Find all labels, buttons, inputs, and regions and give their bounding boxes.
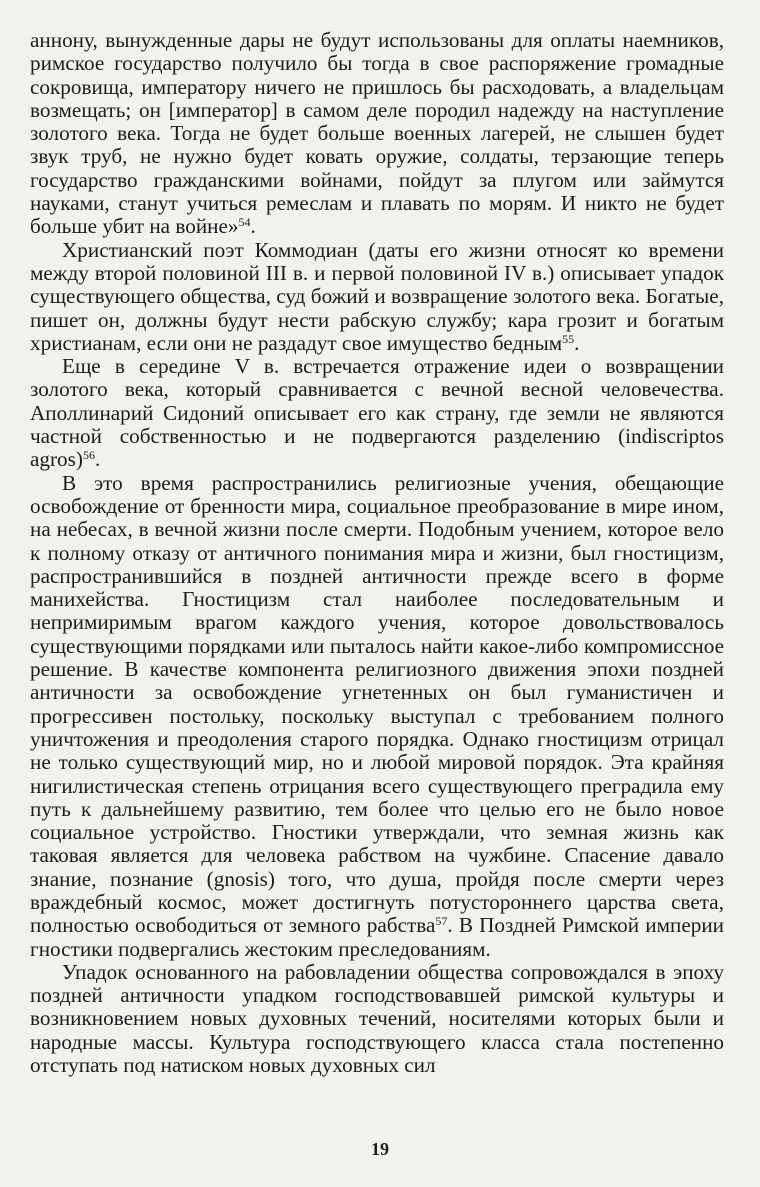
footnote-ref: 54 (238, 215, 251, 230)
page-number: 19 (371, 1139, 389, 1159)
paragraph-text: Упадок основанного на рабовладении общества сопровождался в эпоху поздней античности упадком господствовавшей римской культуры и возникновением новых духовных течений, носителями которых были и народные массы. Культура господствующего класса стала постепенно отступать под натиском новых духовных сил (30, 959, 724, 1078)
body-text (30, 29, 724, 1077)
paragraph-tail: . (250, 214, 256, 239)
paragraph-text: В это время распространились религиозные учения, обещающие освобождение от бренности мира, социальное преобразование в мире ином, на небесах, в вечной жизни после смерти. Подобным учением, которое вело к полному отказу от античного понимания мира и жизни, был гностицизм, распространившийся в поздней античности прежде всего в форме манихейства. Гностицизм стал наиболее последовательным и непримиримым врагом каждого учения, которое довольствовалось существующими порядками или пыталось найти какое-либо компромиссное решение. В качестве компонента религиозного движения эпохи поздней античности за освобождение угнетенных он был гуманистичен и прогрессивен постольку, поскольку выступал с требованием полного уничтожения и преодоления старого порядка. Однако гностицизм отрицал не только существующий мир, но и любой мировой порядок. Эта крайняя нигилистическая степень отрицания всего существующего преградила ему путь к дальнейшему развитию, тем более что целью его не было новое социальное устройство. Гностики утверждали, что земная жизнь как таковая является для человека рабством на чужбине. Спасение давало знание, познание (gnosis) того, что душа, пройдя после смерти через враждебный космос, может достигнуть потустороннего царства света, полностью освободиться от земного рабства (30, 470, 724, 938)
paragraph-2 (30, 239, 724, 355)
paragraph-tail: . В Поздней Римской империи гностики подвергались жестоким преследованиям. (30, 913, 724, 961)
paragraph-3 (30, 355, 724, 471)
footnote-ref: 56 (82, 448, 95, 463)
paragraph-tail: . (94, 447, 101, 472)
footnote-ref: 55 (562, 331, 575, 346)
footnote-ref: 57 (435, 914, 448, 929)
paragraph-text: Христианский поэт Коммодиан (даты его жизни относят ко времени между второй половиной III в. и первой половиной IV в.) описывает упадок существующего общества, суд божий и возвращение золотого века. Богатые, пишет он, должны будут нести рабскую службу; кара грозит и богатым христианам, если они не раздадут свое имущество бедным (30, 237, 724, 355)
paragraph-text: аннону, вынужденные дары не будут использованы для оплаты наемников, римское государство получило бы тогда в свое распоряжение громадные сокровища, императору ничего не пришлось бы расходовать, а владельцам возмещать; он [император] в самом деле породил надежду на наступление золотого века. Тогда не будет больше военных лагерей, не слышен будет звук труб, не нужно будет ковать оружие, солдаты, терзающие теперь государство гражданскими войнами, пойдут за плугом или займутся науками, станут учиться ремеслам и плавать по морям. И никто не будет больше убит на войне» (30, 28, 724, 239)
paragraph-1 (30, 29, 724, 239)
paragraph-4 (30, 472, 724, 961)
paragraph-text: Еще в середине V в. встречается отражение идеи о возвращении золотого века, который сравнивается с вечной весной человечества. Аполлинарий Сидоний описывает его как страну, где земли не являются частной собственностью и не подвергаются разделению (indiscriptos agros) (30, 354, 724, 472)
paragraph-tail: . (574, 330, 580, 355)
paragraph-5 (30, 961, 724, 1077)
